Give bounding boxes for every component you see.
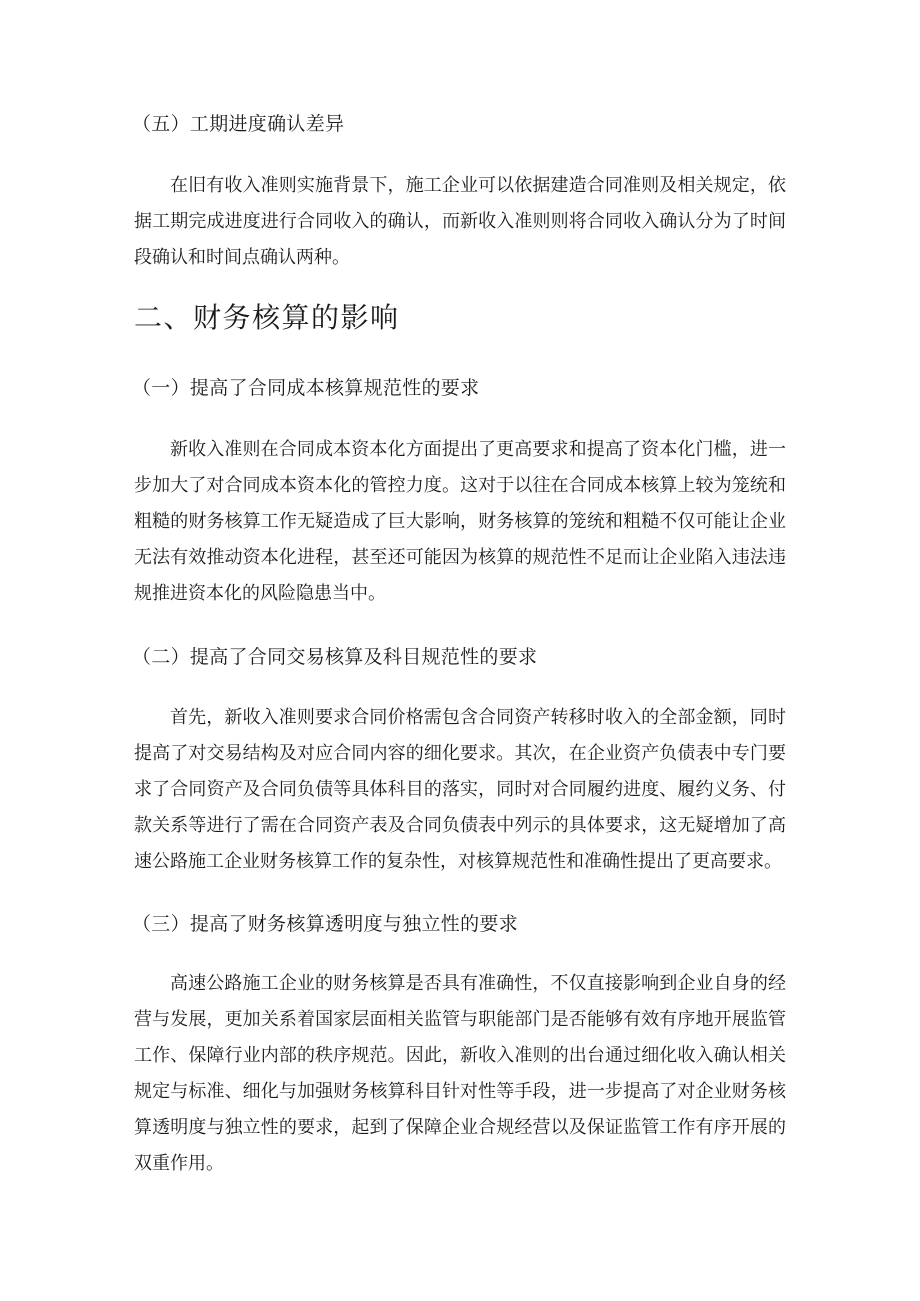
subsection-heading-transaction-accounting: （二）提高了合同交易核算及科目规范性的要求	[132, 646, 538, 668]
subsection-heading-5: （五）工期进度确认差异	[132, 113, 345, 135]
subsection-heading-cost-accounting: （一）提高了合同成本核算规范性的要求	[132, 377, 480, 399]
subsection-heading-transparency: （三）提高了财务核算透明度与独立性的要求	[132, 913, 519, 935]
paragraph-transparency: 高速公路施工企业的财务核算是否具有准确性，不仅直接影响到企业自身的经营与发展，更加关系着国家层面相关监管与职能部门是否能够有效有序地开展监管工作、保障行业内部的秩序规范。因此，新收入准则的出台通过细化收入确认相关规定与标准、细化与加强财务核算科目针对性等手段，进一步提高了对企业财务核算透明度与独立性的要求，起到了保障企业合规经营以及保证监管工作有序开展的双重作用。	[134, 973, 786, 1174]
paragraph-cost-accounting: 新收入准则在合同成本资本化方面提出了更高要求和提高了资本化门槛，进一步加大了对合同成本资本化的管控力度。这对于以往在合同成本核算上较为笼统和粗糙的财务核算工作无疑造成了巨大影响，财务核算的笼统和粗糙不仅可能让企业无法有效推动资本化进程，甚至还可能因为核算的规范性不足而让企业陷入违法违规推进资本化的风险隐患当中。	[134, 439, 786, 604]
paragraph-transaction-accounting: 首先，新收入准则要求合同价格需包含合同资产转移时收入的全部金额，同时提高了对交易结构及对应合同内容的细化要求。其次，在企业资产负债表中专门要求了合同资产及合同负债等具体科目的落实，同时对合同履约进度、履约义务、付款关系等进行了需在合同资产表及合同负债表中列示的具体要求，这无疑增加了高速公路施工企业财务核算工作的复杂性，对核算规范性和准确性提出了更高要求。	[134, 707, 786, 872]
paragraph-progress-recognition: 在旧有收入准则实施背景下，施工企业可以依据建造合同准则及相关规定，依据工期完成进度进行合同收入的确认，而新收入准则则将合同收入确认分为了时间段确认和时间点确认两种。	[134, 175, 786, 268]
section-heading-financial-accounting: 二、财务核算的影响	[134, 301, 400, 334]
